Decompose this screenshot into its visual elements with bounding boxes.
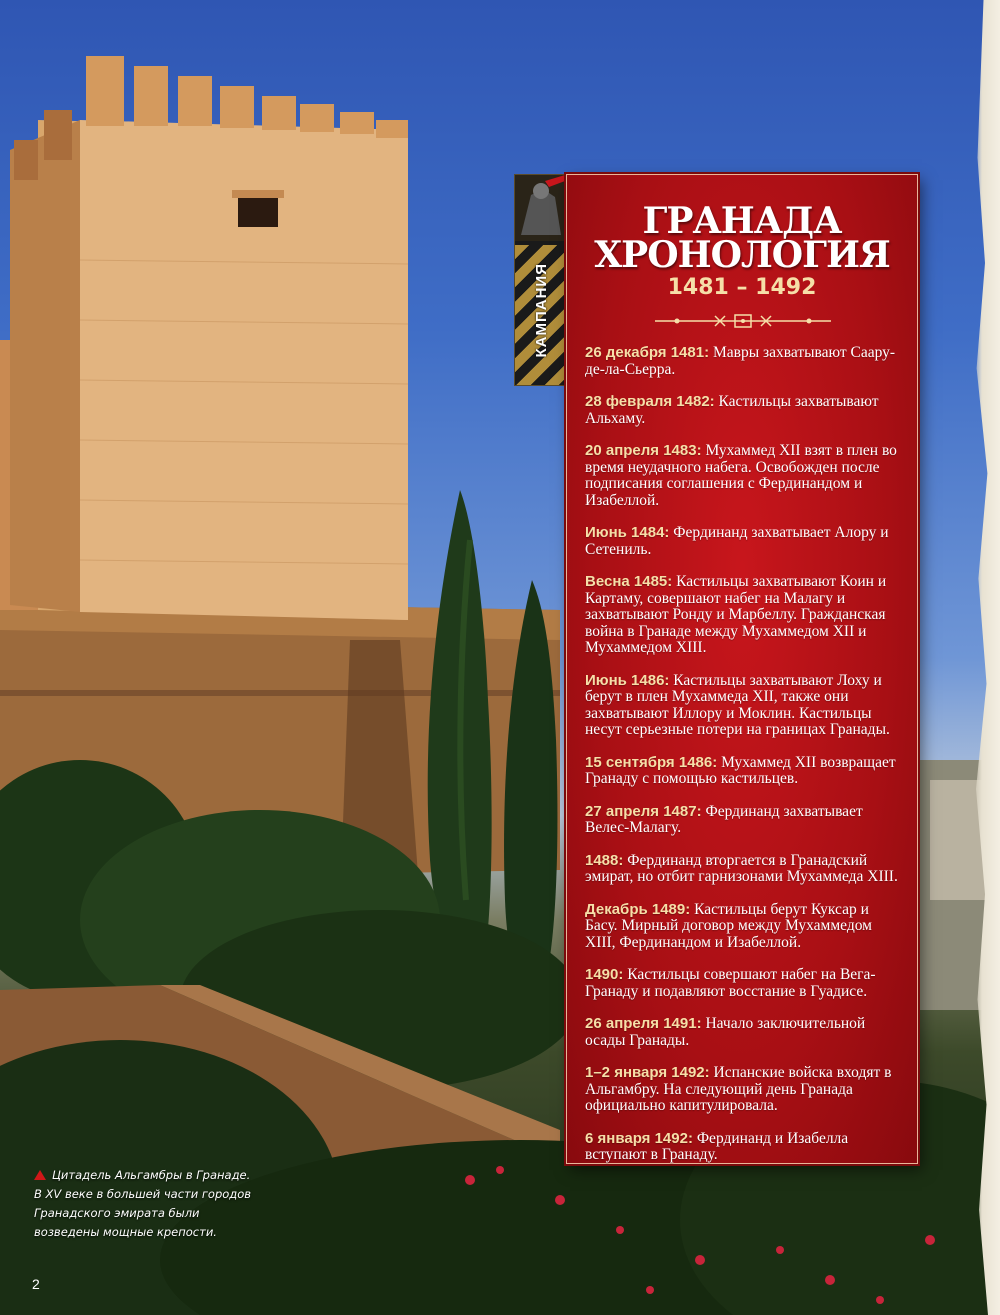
red-triangle-icon bbox=[34, 1170, 46, 1180]
timeline-entry: 26 декабря 1481: Мавры захватывают Саару-де-ла-Сьерра. bbox=[585, 344, 896, 378]
panel-years: 1481 – 1492 bbox=[667, 275, 817, 300]
tab-label: КАМПАНИЯ bbox=[532, 262, 550, 358]
timeline-entry: 20 апреля 1483: Мухаммед XII взят в плен во время неудачного набега. Освобожден после подписания соглашения с Фердинандом и Изабеллой. bbox=[585, 442, 897, 509]
panel-title-line2: ХРОНОЛОГИЯ bbox=[594, 234, 890, 276]
timeline-entry: Весна 1485: Кастильцы захватывают Коин и Картаму, совершают набег на Малагу и захватывают Ронду и Марбеллу. Гражданская война в Гранаде между Мухаммедом XII и Мухаммедом XIII. bbox=[585, 573, 887, 656]
timeline-entry: 1490: Кастильцы совершают набег на Вега-Гранаду и подавляют восстание в Гуадисе. bbox=[585, 966, 876, 1000]
timeline-entry: 1–2 января 1492: Испанские войска входят в Альгамбру. На следующий день Гранада официально капитулировала. bbox=[585, 1064, 892, 1114]
timeline-entry: 15 сентября 1486: Мухаммед XII возвращает Гранаду с помощью кастильцев. bbox=[585, 753, 896, 787]
timeline-entry: Июнь 1484: Фердинанд захватывает Алору и Сетениль. bbox=[585, 524, 889, 558]
campaign-tab bbox=[514, 174, 568, 386]
timeline-entry: 27 апреля 1487: Фердинанд захватывает Велес-Малагу. bbox=[585, 802, 863, 836]
panel-title-line1: ГРАНАДА bbox=[642, 200, 842, 242]
photo-caption: Цитадель Альгамбры в Гранаде. В XV веке в большей части городов Гранадского эмирата были возведены мощные крепости. bbox=[34, 1168, 252, 1239]
timeline-list bbox=[585, 345, 903, 1180]
timeline-entry: Июнь 1486: Кастильцы захватывают Лоху и берут в плен Мухаммеда XII, также они захватывают Иллору и Моклин. Кастильцы несут серьезные потери на границах Гранады. bbox=[585, 671, 890, 738]
timeline-entry: 1488: Фердинанд вторгается в Гранадский эмират, но отбит гарнизонами Мухаммеда XIII. bbox=[585, 851, 898, 885]
timeline-entry: 28 февраля 1482: Кастильцы захватывают Альхаму. bbox=[585, 393, 879, 427]
timeline-entry: Декабрь 1489: Кастильцы берут Куксар и Басу. Мирный договор между Мухаммедом XIII, Фердинандом и Изабеллой. bbox=[585, 900, 872, 951]
ornament-divider bbox=[655, 313, 831, 329]
timeline-entry: 6 января 1492: Фердинанд и Изабелла вступают в Гранаду. bbox=[585, 1129, 849, 1163]
page-number: 2 bbox=[32, 1276, 40, 1292]
timeline-entry: 26 апреля 1491: Начало заключительной осады Гранады. bbox=[585, 1015, 866, 1049]
chronology-panel bbox=[566, 174, 918, 1164]
soldier-icon bbox=[515, 175, 567, 241]
